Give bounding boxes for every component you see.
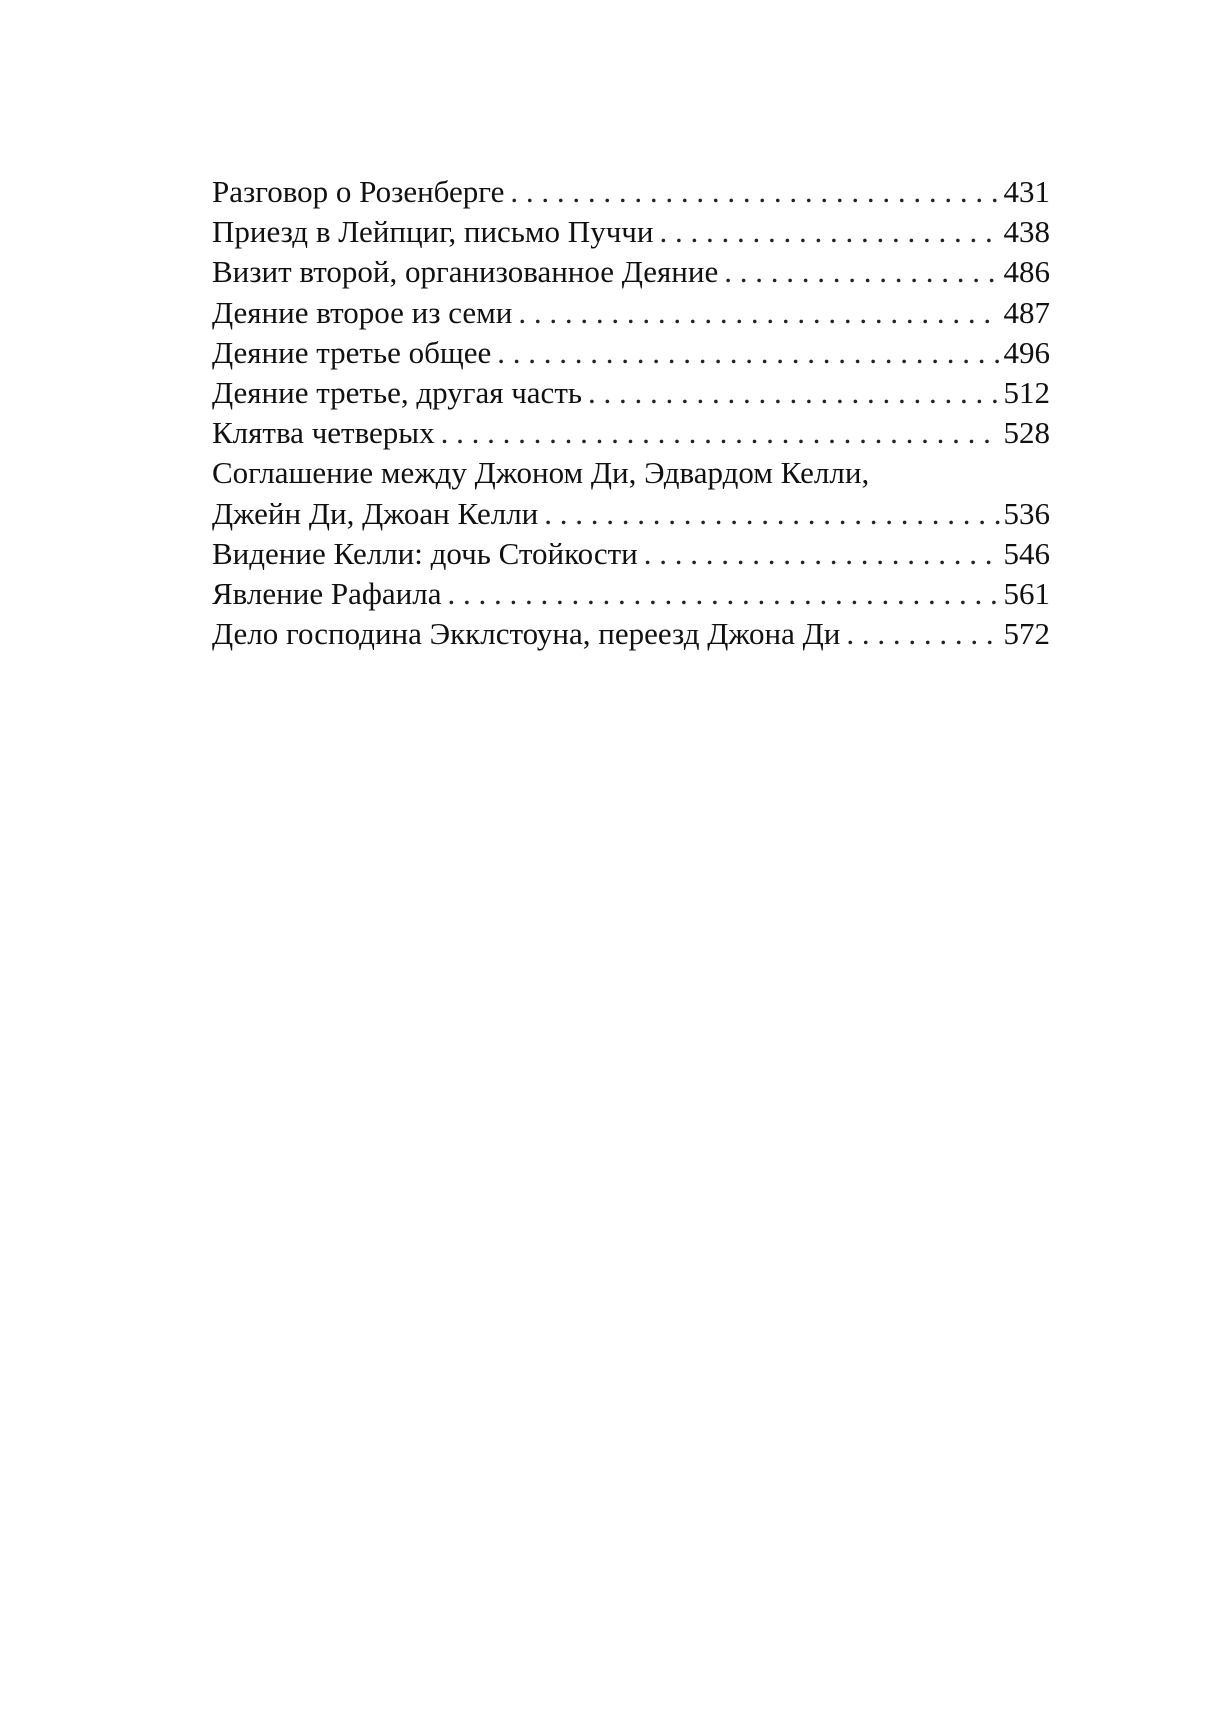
toc-entry-page-number: 546	[1003, 535, 1050, 571]
toc-entry-title: Видение Келли: дочь Стойкости	[212, 535, 638, 571]
toc-dot-leader	[544, 494, 999, 534]
toc-entry	[212, 293, 1050, 333]
toc-entry	[212, 413, 1050, 453]
toc-entry-title: Соглашение между Джоном Ди, Эдвардом Келли,	[212, 455, 870, 491]
toc-dot-leader	[724, 252, 999, 292]
toc-entry	[212, 614, 1050, 654]
toc-entry-title: Деяние третье общее	[212, 334, 492, 370]
toc-entry-line	[212, 413, 1050, 453]
toc-entry-title: Приезд в Лейпциг, письмо Пуччи	[212, 214, 654, 250]
toc-entry-page-number: 431	[1003, 174, 1050, 209]
toc-entry-line	[212, 373, 1050, 413]
toc-entry-title: Деяние второе из семи	[212, 294, 513, 330]
toc-entry-line	[212, 614, 1050, 654]
toc-entry-page-number: 496	[1003, 334, 1050, 370]
toc-dot-leader	[441, 413, 1000, 453]
toc-entry-line	[212, 494, 1050, 534]
toc-dot-leader	[644, 534, 1000, 574]
toc-entry-title-continued: Джейн Ди, Джоан Келли	[212, 495, 539, 531]
toc-entry-title: Явление Рафаила	[212, 575, 442, 611]
toc-entry-page-number: 572	[1003, 616, 1050, 652]
toc-entry-title-first-line	[212, 453, 1050, 493]
toc-dot-leader	[448, 574, 1000, 614]
toc-entry	[212, 453, 1050, 533]
toc-entry	[212, 252, 1050, 292]
toc-entry-page-number: 528	[1003, 415, 1050, 451]
toc-entry-line	[212, 293, 1050, 333]
toc-entry-line	[212, 574, 1050, 614]
toc-dot-leader	[518, 293, 999, 333]
toc-entry-page-number: 512	[1003, 374, 1050, 410]
toc-entry-page-number: 561	[1003, 575, 1050, 611]
toc-entry-line	[212, 252, 1050, 292]
toc-dot-leader	[659, 212, 999, 252]
toc-entry-title: Дело господина Экклстоуна, переезд Джона Ди	[212, 616, 841, 652]
toc-entry-line	[212, 534, 1050, 574]
toc-dot-leader	[510, 172, 999, 212]
toc-entry-page-number: 438	[1003, 214, 1050, 250]
toc-entry	[212, 574, 1050, 614]
toc-entry-page-number: 536	[1003, 495, 1050, 531]
toc-entry-title: Деяние третье, другая часть	[212, 374, 583, 410]
toc-entry-title: Разговор о Розенберге	[212, 174, 505, 209]
toc-entry	[212, 333, 1050, 373]
toc-entry-line	[212, 333, 1050, 373]
toc-entry-line	[212, 212, 1050, 252]
toc-entry	[212, 212, 1050, 252]
toc-dot-leader	[497, 333, 999, 373]
toc-entry-line	[212, 172, 1050, 212]
toc-dot-leader	[846, 614, 999, 654]
toc-dot-leader	[588, 373, 999, 413]
toc-entry	[212, 534, 1050, 574]
table-of-contents	[212, 172, 1050, 654]
toc-entry	[212, 373, 1050, 413]
toc-entry-page-number: 487	[1003, 294, 1050, 330]
toc-entry-page-number: 486	[1003, 254, 1050, 290]
toc-entry-title: Клятва четверых	[212, 415, 435, 451]
toc-entry-title: Визит второй, организованное Деяние	[212, 254, 719, 290]
toc-entry	[212, 172, 1050, 212]
